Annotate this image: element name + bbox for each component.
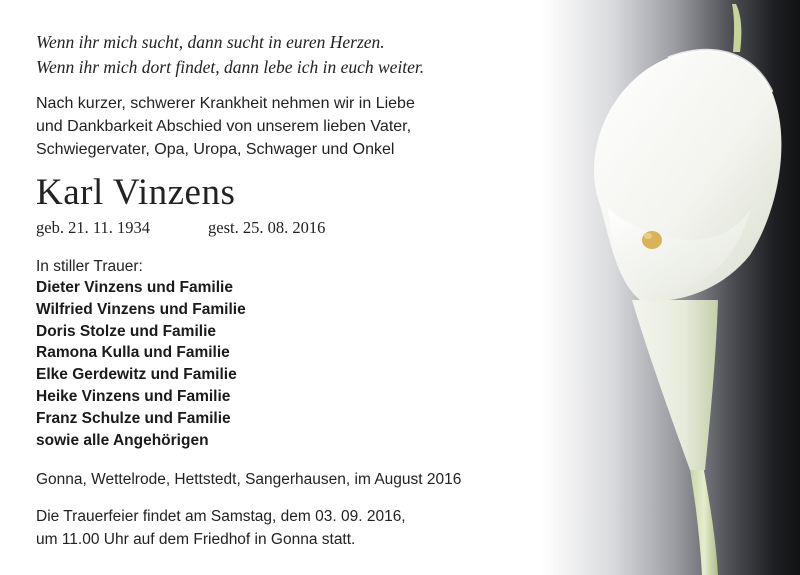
mourner-item: Ramona Kulla und Familie	[36, 344, 230, 362]
death-date: gest. 25. 08. 2016	[208, 218, 326, 237]
mourner-item: sowie alle Angehörigen	[36, 431, 209, 449]
place-and-date: Gonna, Wettelrode, Hettstedt, Sangerhausen, im August 2016	[36, 471, 462, 488]
birth-date: geb. 21. 11. 1934	[36, 218, 150, 237]
deceased-name: Karl Vinzens	[36, 172, 236, 213]
mourners-list	[36, 277, 246, 451]
calla-lily-icon	[540, 0, 800, 575]
intro-line-3: Schwiegervater, Opa, Uropa, Schwager und Onkel	[36, 141, 395, 158]
life-dates	[36, 217, 325, 239]
service-line-1: Die Trauerfeier findet am Samstag, dem 03. 09. 2016,	[36, 508, 406, 525]
quote-line-1: Wenn ihr mich sucht, dann sucht in euren Herzen.	[36, 32, 385, 52]
mourner-item: Dieter Vinzens und Familie	[36, 279, 233, 296]
mourner-item: Heike Vinzens und Familie	[36, 387, 231, 405]
mourner-item: Franz Schulze und Familie	[36, 409, 231, 427]
service-line-2: um 11.00 Uhr auf dem Friedhof in Gonna statt.	[36, 531, 356, 548]
quote-line-2: Wenn ihr mich dort findet, dann lebe ich in euch weiter.	[36, 57, 425, 77]
intro-line-1: Nach kurzer, schwerer Krankheit nehmen wir in Liebe	[36, 95, 415, 112]
mourning-heading: In stiller Trauer:	[36, 258, 143, 275]
mourner-item: Elke Gerdewitz und Familie	[36, 366, 237, 384]
intro-line-2: und Dankbarkeit Abschied von unserem lieben Vater,	[36, 118, 412, 135]
mourner-item: Wilfried Vinzens und Familie	[36, 300, 246, 318]
mourner-item: Doris Stolze und Familie	[36, 322, 216, 340]
calla-lily-image	[540, 0, 800, 575]
